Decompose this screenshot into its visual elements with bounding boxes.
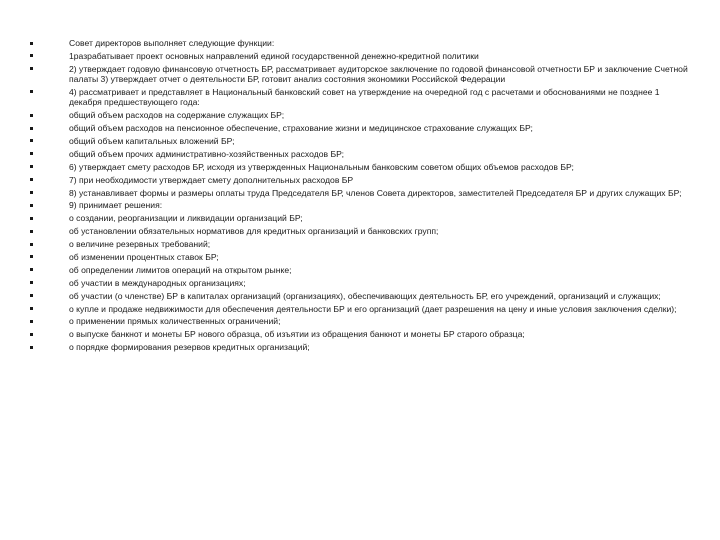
list-item	[30, 265, 690, 275]
bullet-icon	[30, 42, 33, 45]
list-item-text: о выпуске банкнот и монеты БР нового образца, об изъятии из обращения банкнот и монеты БР старого образца;	[69, 329, 525, 340]
list-item-text: об участии в международных организациях;	[69, 277, 246, 288]
list-item-text: об установлении обязательных нормативов для кредитных организаций и банковских групп;	[69, 226, 439, 237]
bullet-icon	[30, 54, 33, 57]
list-item-text: общий объем расходов на содержание служащих БР;	[69, 110, 285, 121]
bullet-icon	[30, 243, 33, 246]
list-item-text: общий объем прочих административно-хозяйственных расходов БР;	[69, 148, 345, 159]
list-item	[30, 226, 690, 236]
bullet-icon	[30, 204, 33, 207]
list-item	[30, 123, 690, 133]
list-item-text: о порядке формирования резервов кредитных организаций;	[69, 342, 310, 353]
list-item-text: 4) рассматривает и представляет в Национальный банковский совет на утверждение на очередной год с расчетами и обоснованиями не позднее 1 декабря предшествующего года:	[69, 86, 660, 108]
list-item-text: 8) устанавливает формы и размеры оплаты труда Председателя БР, членов Совета директоров, заместителей Председателя БР и других служащих БР;	[69, 187, 682, 198]
list-item	[30, 188, 690, 198]
list-item	[30, 304, 690, 314]
list-item	[30, 316, 690, 326]
bullet-icon	[30, 165, 33, 168]
list-item-text: 1разрабатывает проект основных направлений единой государственной денежно-кредитной политики	[69, 50, 479, 61]
list-item	[30, 175, 690, 185]
list-item	[30, 252, 690, 262]
list-item	[30, 162, 690, 172]
list-item-text: об изменении процентных ставок БР;	[69, 251, 219, 262]
bullet-icon	[30, 294, 33, 297]
list-item	[30, 149, 690, 159]
bullet-icon	[30, 67, 33, 70]
list-item-text: общий объем расходов на пенсионное обеспечение, страхование жизни и медицинское страхование служащих БР;	[69, 123, 533, 134]
list-item	[30, 51, 690, 61]
list-item-text: о применении прямых количественных ограничений;	[69, 316, 281, 327]
list-item	[30, 239, 690, 249]
list-item-text: 7) при необходимости утверждает смету дополнительных расходов БР	[69, 174, 354, 185]
list-item	[30, 110, 690, 120]
bullet-icon	[30, 255, 33, 258]
list-item	[30, 136, 690, 146]
list-item	[30, 342, 690, 352]
list-item-text: об определении лимитов операций на открытом рынке;	[69, 264, 292, 275]
list-item	[30, 278, 690, 288]
bullet-icon	[30, 114, 33, 117]
list-item	[30, 200, 690, 210]
list-item	[30, 64, 690, 85]
bullet-icon	[30, 217, 33, 220]
list-item	[30, 329, 690, 339]
bullet-icon	[30, 152, 33, 155]
list-item-text: о величине резервных требований;	[69, 239, 211, 250]
bullet-icon	[30, 268, 33, 271]
list-item-text: 2) утверждает годовую финансовую отчетность БР, рассматривает аудиторское заключение по годовой финансовой отчетности БР и заключение Счетной палаты 3) утверждает отчет о деятельности БР, готовит анализ состояния экономики Российской Федерации	[69, 63, 688, 85]
bullet-icon	[30, 139, 33, 142]
list-item-text: о купле и продаже недвижимости для обеспечения деятельности БР и его организаций (дает разрешения на цену и иные условия заключения сделки);	[69, 303, 677, 314]
list-item	[30, 291, 690, 301]
list-item	[30, 213, 690, 223]
list-item-text: общий объем капитальных вложений БР;	[69, 135, 235, 146]
bullet-icon	[30, 307, 33, 310]
bullet-icon	[30, 191, 33, 194]
bullet-icon	[30, 178, 33, 181]
bullet-icon	[30, 320, 33, 323]
list-item-text: Совет директоров выполняет следующие функции:	[69, 38, 275, 48]
bullet-icon	[30, 90, 33, 93]
bullet-list	[30, 38, 690, 355]
list-item	[30, 87, 690, 108]
bullet-icon	[30, 281, 33, 284]
list-item-text: 6) утверждает смету расходов БР, исходя из утвержденных Национальным банковским советом общих объемов расходов БР;	[69, 161, 574, 172]
bullet-icon	[30, 333, 33, 336]
bullet-icon	[30, 346, 33, 349]
list-item-text: 9) принимает решения:	[69, 200, 163, 211]
bullet-icon	[30, 230, 33, 233]
bullet-icon	[30, 127, 33, 130]
list-item-text: о создании, реорганизации и ликвидации организаций БР;	[69, 213, 303, 224]
list-item-text: об участии (о членстве) БР в капиталах организаций (организациях), обеспечивающих деятельность БР, его учреждений, организаций и служащих;	[69, 290, 661, 301]
list-item	[30, 38, 690, 48]
